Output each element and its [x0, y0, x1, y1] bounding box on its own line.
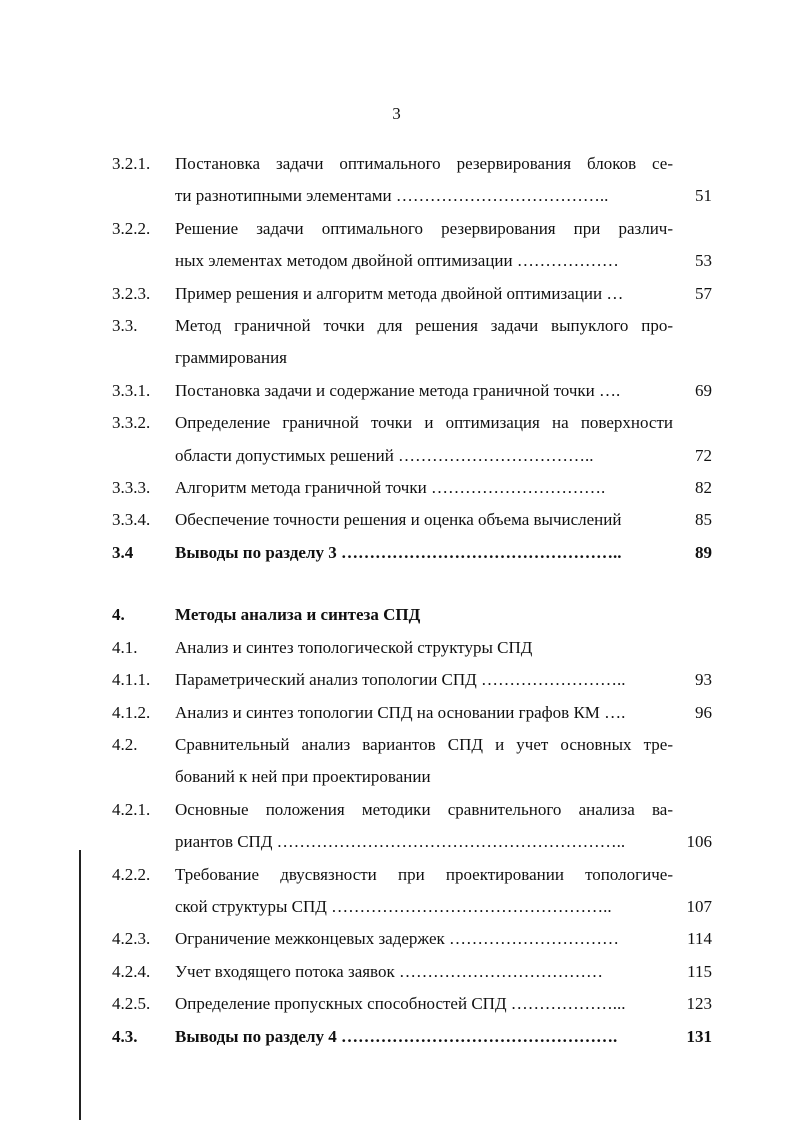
toc-entry-number: 3.3. [112, 316, 138, 336]
toc-entry-number: 3.3.1. [112, 380, 151, 400]
toc-entry-number: 4.2.1. [112, 799, 151, 819]
toc-entry [112, 1021, 712, 1053]
toc-entry [112, 213, 712, 278]
toc-entry [112, 504, 712, 536]
toc-entry-page: 114 [687, 929, 712, 949]
toc-entry-title [175, 988, 673, 1020]
page-number: 3 [392, 104, 401, 123]
toc-entry-number: 4.2.4. [112, 961, 151, 981]
toc-entry-title [175, 923, 673, 955]
toc-entry-title-line: области допустимых решений …………………………….. [175, 445, 594, 465]
toc-entry-page: 89 [695, 542, 712, 562]
toc-entry-title-line: Параметрический анализ топологии СПД …………………….. [175, 670, 626, 690]
toc-entry-title-line: Основные положения методики сравнительного анализа ва- [175, 799, 673, 819]
toc-entry-number: 3.3.4. [112, 510, 151, 530]
toc-entry-title-line: Постановка задачи и содержание метода граничной точки …. [175, 380, 621, 400]
toc-entry [112, 148, 712, 213]
section-gap [112, 569, 712, 599]
toc-entry-page: 82 [695, 478, 712, 498]
toc-entry [112, 375, 712, 407]
toc-entry [112, 407, 712, 472]
toc-entry-title-line: ти разнотипными элементами ……………………………….. [175, 186, 609, 206]
toc-entry-title [175, 859, 673, 924]
toc-entry-page: 115 [687, 961, 712, 981]
toc-entry-number: 4.2. [112, 734, 138, 754]
toc-entry-title [175, 632, 673, 664]
toc-entry-number: 3.4 [112, 542, 134, 562]
toc-entry-number: 3.3.2. [112, 413, 151, 433]
toc-entry-page: 85 [695, 510, 712, 530]
toc-entry-number: 4.1.2. [112, 702, 151, 722]
toc-entry-title-line: Выводы по разделу 3 ………………………………………….. [175, 542, 622, 562]
toc-entry-title [175, 407, 673, 472]
toc-entry [112, 923, 712, 955]
toc-entry [112, 472, 712, 504]
toc-entry-page: 51 [695, 186, 712, 206]
toc-entry-number: 3.2.3. [112, 283, 151, 303]
toc-entry-page: 72 [695, 445, 712, 465]
toc-entry-title-line: граммирования [175, 348, 287, 368]
toc-entry-title-line: ской структуры СПД ………………………………………….. [175, 896, 612, 916]
toc-entry-number: 4.1. [112, 637, 138, 657]
toc-entry [112, 632, 712, 664]
toc-entry-number: 4.3. [112, 1026, 138, 1046]
toc-entry-number: 4. [112, 605, 125, 625]
toc-entry-title-line: Сравнительный анализ вариантов СПД и учет основных тре- [175, 734, 673, 754]
toc-entry [112, 697, 712, 729]
toc-entry-title [175, 599, 673, 631]
toc-entry-number: 4.1.1. [112, 670, 151, 690]
toc-entry-number: 4.2.5. [112, 994, 151, 1014]
toc-entry-title [175, 1021, 673, 1053]
toc-entry-title-line: Постановка задачи оптимального резервирования блоков се- [175, 154, 673, 173]
toc-entry-page: 93 [695, 670, 712, 690]
toc-entry [112, 988, 712, 1020]
toc-entry-title-line: Алгоритм метода граничной точки …………………………. [175, 478, 606, 498]
toc-entry-title [175, 729, 673, 794]
toc-entry-number: 4.2.2. [112, 864, 151, 884]
toc-entry-number: 3.3.3. [112, 478, 151, 498]
scan-edge-mark [79, 850, 81, 1120]
toc-entry-number: 3.2.2. [112, 218, 151, 238]
toc-entry [112, 664, 712, 696]
toc-entry-title [175, 472, 673, 504]
toc-entry-title-line: Решение задачи оптимального резервирования при различ- [175, 218, 673, 238]
toc-entry-title-line: риантов СПД …………………………………………………….. [175, 832, 626, 852]
toc-entry-page: 107 [686, 896, 712, 916]
toc-entry-title-line: Ограничение межконцевых задержек ………………………… [175, 929, 619, 949]
toc-entry [112, 729, 712, 794]
toc-entry [112, 537, 712, 569]
toc-entry-title-line: Метод граничной точки для решения задачи выпуклого про- [175, 316, 673, 336]
toc-entry-page: 131 [686, 1026, 712, 1046]
toc-entry-title [175, 213, 673, 278]
toc-entry-title [175, 956, 673, 988]
toc-entry-title-line: Требование двусвязности при проектировании топологиче- [175, 864, 673, 884]
toc-entry-page: 69 [695, 380, 712, 400]
toc-entry-page: 57 [695, 283, 712, 303]
toc-entry-title-line: Выводы по разделу 4 …………………………………………. [175, 1026, 618, 1046]
toc-entry-title [175, 664, 673, 696]
toc-entry-title [175, 375, 673, 407]
toc-entry [112, 310, 712, 375]
toc-entry [112, 794, 712, 859]
toc-entry [112, 859, 712, 924]
toc-entry [112, 278, 712, 310]
toc-entry-title-line: Определение граничной точки и оптимизация на поверхности [175, 413, 673, 433]
toc-entry-title-line: Обеспечение точности решения и оценка объема вычислений [175, 510, 622, 530]
table-of-contents [112, 148, 712, 1053]
toc-entry-title-line: Учет входящего потока заявок ……………………………… [175, 961, 603, 981]
toc-entry-title-line: Определение пропускных способностей СПД ………………... [175, 994, 626, 1014]
toc-entry-title-line: Анализ и синтез топологической структуры СПД [175, 637, 533, 657]
toc-entry-title-line: Анализ и синтез топологии СПД на основании графов КМ …. [175, 702, 626, 722]
toc-entry-title [175, 537, 673, 569]
toc-entry-title [175, 504, 673, 536]
toc-entry-title [175, 148, 673, 213]
toc-entry-title [175, 794, 673, 859]
toc-entry-page: 106 [686, 832, 712, 852]
toc-entry [112, 956, 712, 988]
toc-entry-title-line: Пример решения и алгоритм метода двойной оптимизации … [175, 283, 624, 303]
toc-entry-page: 96 [695, 702, 712, 722]
toc-entry-title-line: Методы анализа и синтеза СПД [175, 605, 421, 625]
toc-entry-page: 123 [686, 994, 712, 1014]
toc-entry-page: 53 [695, 251, 712, 271]
toc-entry [112, 599, 712, 631]
toc-entry-title-line: ных элементах методом двойной оптимизации ……………… [175, 251, 619, 271]
toc-entry-number: 3.2.1. [112, 154, 151, 173]
toc-entry-title [175, 278, 673, 310]
toc-entry-number: 4.2.3. [112, 929, 151, 949]
toc-entry-title [175, 697, 673, 729]
toc-entry-title-line: бований к ней при проектировании [175, 767, 431, 787]
toc-entry-title [175, 310, 673, 375]
